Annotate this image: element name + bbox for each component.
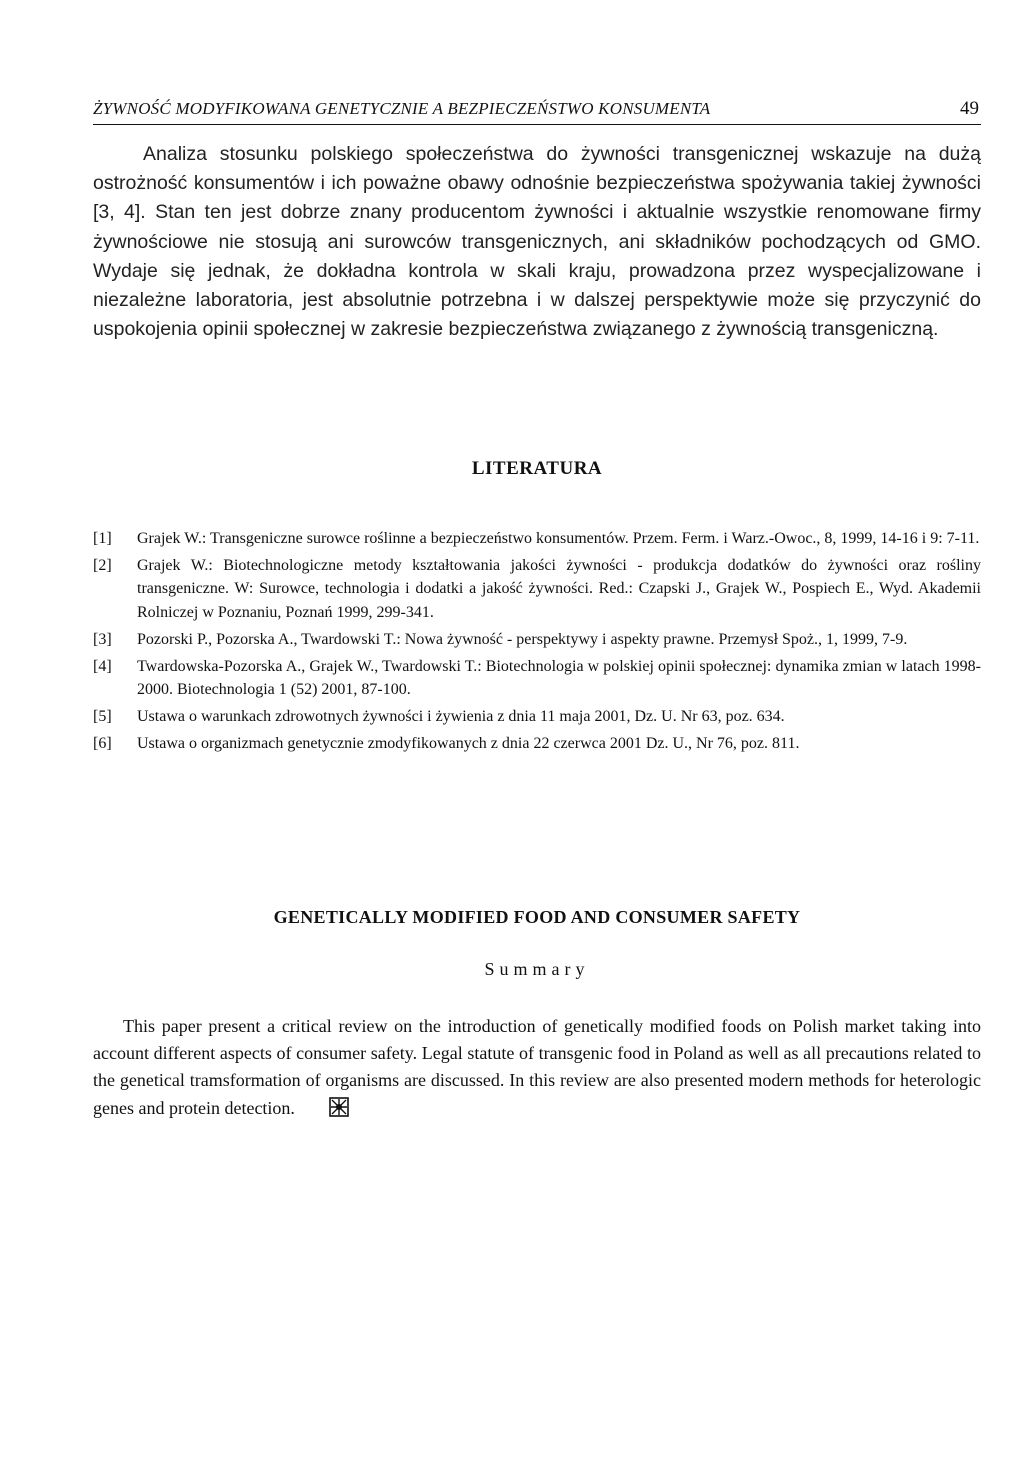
reference-item: [93, 628, 981, 651]
summary-text: [93, 1013, 981, 1122]
reference-number: [1]: [93, 530, 112, 547]
reference-text: Ustawa o warunkach zdrowotnych żywności i żywienia z dnia 11 maja 2001, Dz. U. Nr 63, poz. 634.: [137, 708, 785, 726]
page-number: 49: [960, 98, 979, 119]
running-header: [93, 98, 981, 125]
summary-body: This paper present a critical review on the introduction of genetically modified foods on Polish market taking into account different aspects of consumer safety. Legal statute of transgenic food in Poland as well as all precautions related to the genetical tramsformation of organisms are discussed. In this review are also presented modern methods for heterologic genes and protein detection.: [93, 1016, 981, 1118]
reference-text: Ustawa o organizmach genetycznie zmodyfikowanych z dnia 22 czerwca 2001 Dz. U., Nr 76, poz. 811.: [137, 735, 800, 753]
reference-number: [6]: [93, 735, 112, 753]
reference-item: [93, 732, 981, 755]
reference-list: [93, 527, 981, 759]
literature-heading: LITERATURA: [471, 458, 603, 479]
reference-number: [5]: [93, 708, 112, 726]
reference-item: [93, 554, 981, 624]
summary-label: Summary: [484, 959, 590, 979]
reference-item: [93, 655, 981, 702]
running-header-title: ŻYWNOŚĆ MODYFIKOWANA GENETYCZNIE A BEZPIECZEŃSTWO KONSUMENTA: [93, 99, 711, 118]
reference-item: [93, 527, 981, 550]
reference-number: [4]: [93, 657, 112, 675]
reference-number: [3]: [93, 630, 112, 648]
english-title: GENETICALLY MODIFIED FOOD AND CONSUMER SAFETY: [273, 907, 801, 927]
reference-text: Twardowska-Pozorska A., Grajek W., Twardowski T.: Biotechnologia w polskiej opinii społecznej: dynamika zmian w latach 1998-2000. Biotechnologia 1 (52) 2001, 87-100.: [137, 657, 981, 699]
body-paragraph: Analiza stosunku polskiego społeczeństwa do żywności transgenicznej wskazuje na dużą ostrożność konsumentów i ich poważne obawy odnośnie bezpieczeństwa spożywania takiej żywności [3, 4]. Stan ten jest dobrze znany producentom żywności i aktualnie wszystkie renomowane firmy żywnościowe nie stosują ani surowców transgenicznych, ani składników pochodzących od GMO. Wydaje się jednak, że dokładna kontrola w skali kraju, prowadzona przez wyspecjalizowane i niezależne laboratoria, jest absolutnie potrzebna i w dalszej perspektywie może się przyczynić do uspokojenia opinii społecznej w zakresie bezpieczeństwa związanego z żywnością transgeniczną.: [93, 143, 981, 341]
reference-item: [93, 705, 981, 728]
reference-text: Pozorski P., Pozorska A., Twardowski T.: Nowa żywność - perspektywy i aspekty prawne. Przemysł Spoż., 1, 1999, 7-9.: [137, 630, 908, 648]
journal-end-mark-icon: [299, 1097, 319, 1117]
reference-number: [2]: [93, 557, 112, 575]
reference-text: Grajek W.: Biotechnologiczne metody kształtowania jakości żywności - produkcja dodatków do żywności oraz rośliny transgeniczne. W: Surowce, technologia i dodatki a jakość żywności. Red.: Czapski J., Grajek W., Pospiech E., Wyd. Akademii Rolniczej w Poznaniu, Poznań 1999, 299-341.: [137, 557, 981, 621]
reference-text: Grajek W.: Transgeniczne surowce roślinne a bezpieczeństwo konsumentów. Przem. Ferm. i Warz.-Owoc., 8, 1999, 14-16 i 9: 7-11.: [137, 530, 980, 547]
